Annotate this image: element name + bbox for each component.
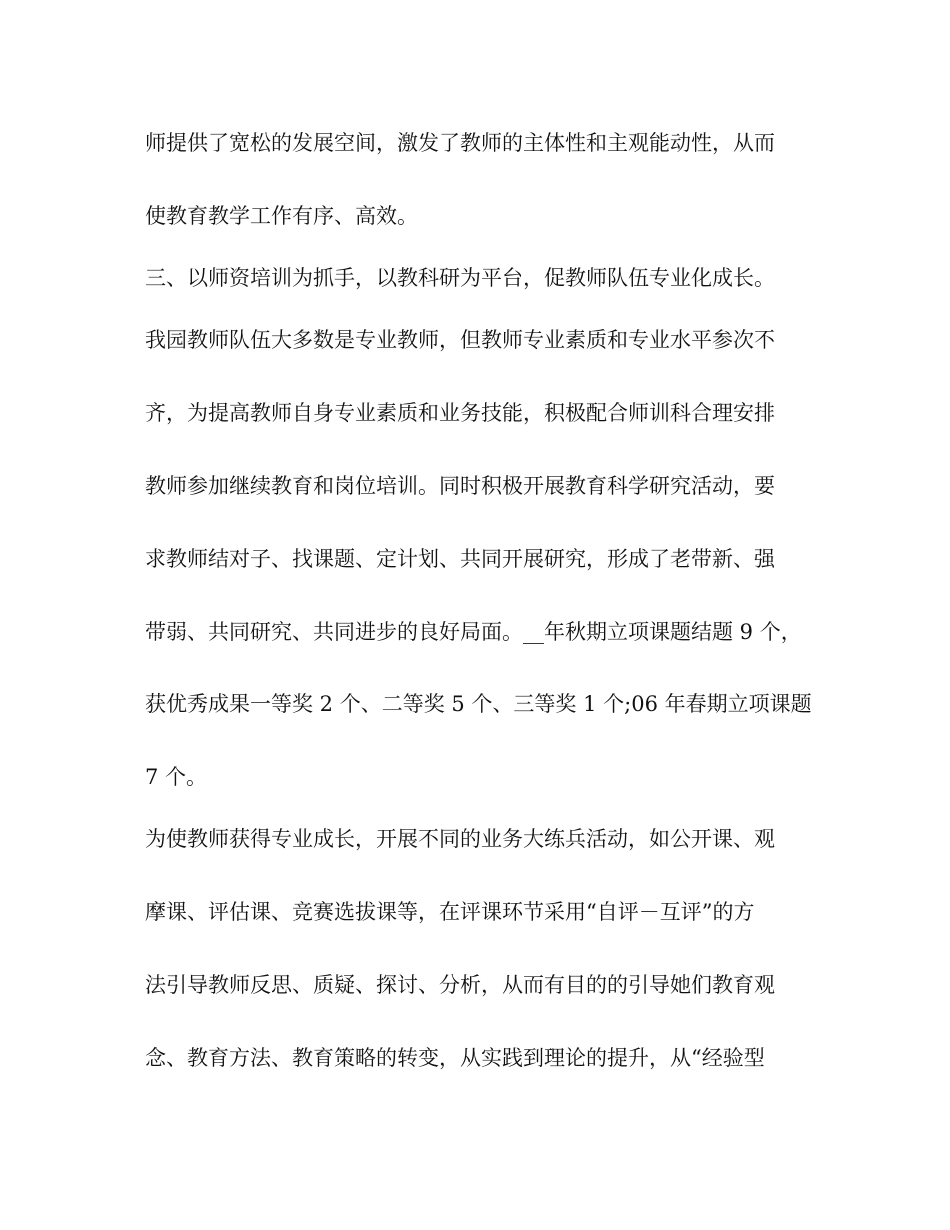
text-line: 7 个。 <box>145 765 208 789</box>
text-line: 法引导教师反思、质疑、探讨、分析，从而有目的的引导她们教育观 <box>145 973 775 997</box>
text-line: 摩课、评估课、竞赛选拔课等，在评课环节采用“自评－互评”的方 <box>145 900 755 924</box>
text-line: 念、教育方法、教育策略的转变，从实践到理论的提升，从“经验型 <box>145 1046 765 1070</box>
text-line: 齐，为提高教师自身专业素质和业务技能，积极配合师训科合理安排 <box>145 401 775 425</box>
text-line: 获优秀成果一等奖 2 个、二等奖 5 个、三等奖 1 个;06 年春期立项课题 <box>145 692 812 716</box>
text-line: 使教育教学工作有序、高效。 <box>145 204 418 228</box>
text-line: 教师参加继续教育和岗位培训。同时积极开展教育科学研究活动，要 <box>145 474 775 498</box>
text-line: 为使教师获得专业成长，开展不同的业务大练兵活动，如公开课、观 <box>145 827 775 851</box>
text-line: 带弱、共同研究、共同进步的良好局面。__年秋期立项课题结题 9 个， <box>145 620 802 644</box>
text-line: 求教师结对子、找课题、定计划、共同开展研究，形成了老带新、强 <box>145 547 775 571</box>
section-heading: 三、以师资培训为抓手，以教科研为平台，促教师队伍专业化成长。 <box>145 266 775 290</box>
text-line: 我园教师队伍大多数是专业教师，但教师专业素质和专业水平参次不 <box>145 328 775 352</box>
text-line: 师提供了宽松的发展空间，激发了教师的主体性和主观能动性，从而 <box>145 131 775 155</box>
